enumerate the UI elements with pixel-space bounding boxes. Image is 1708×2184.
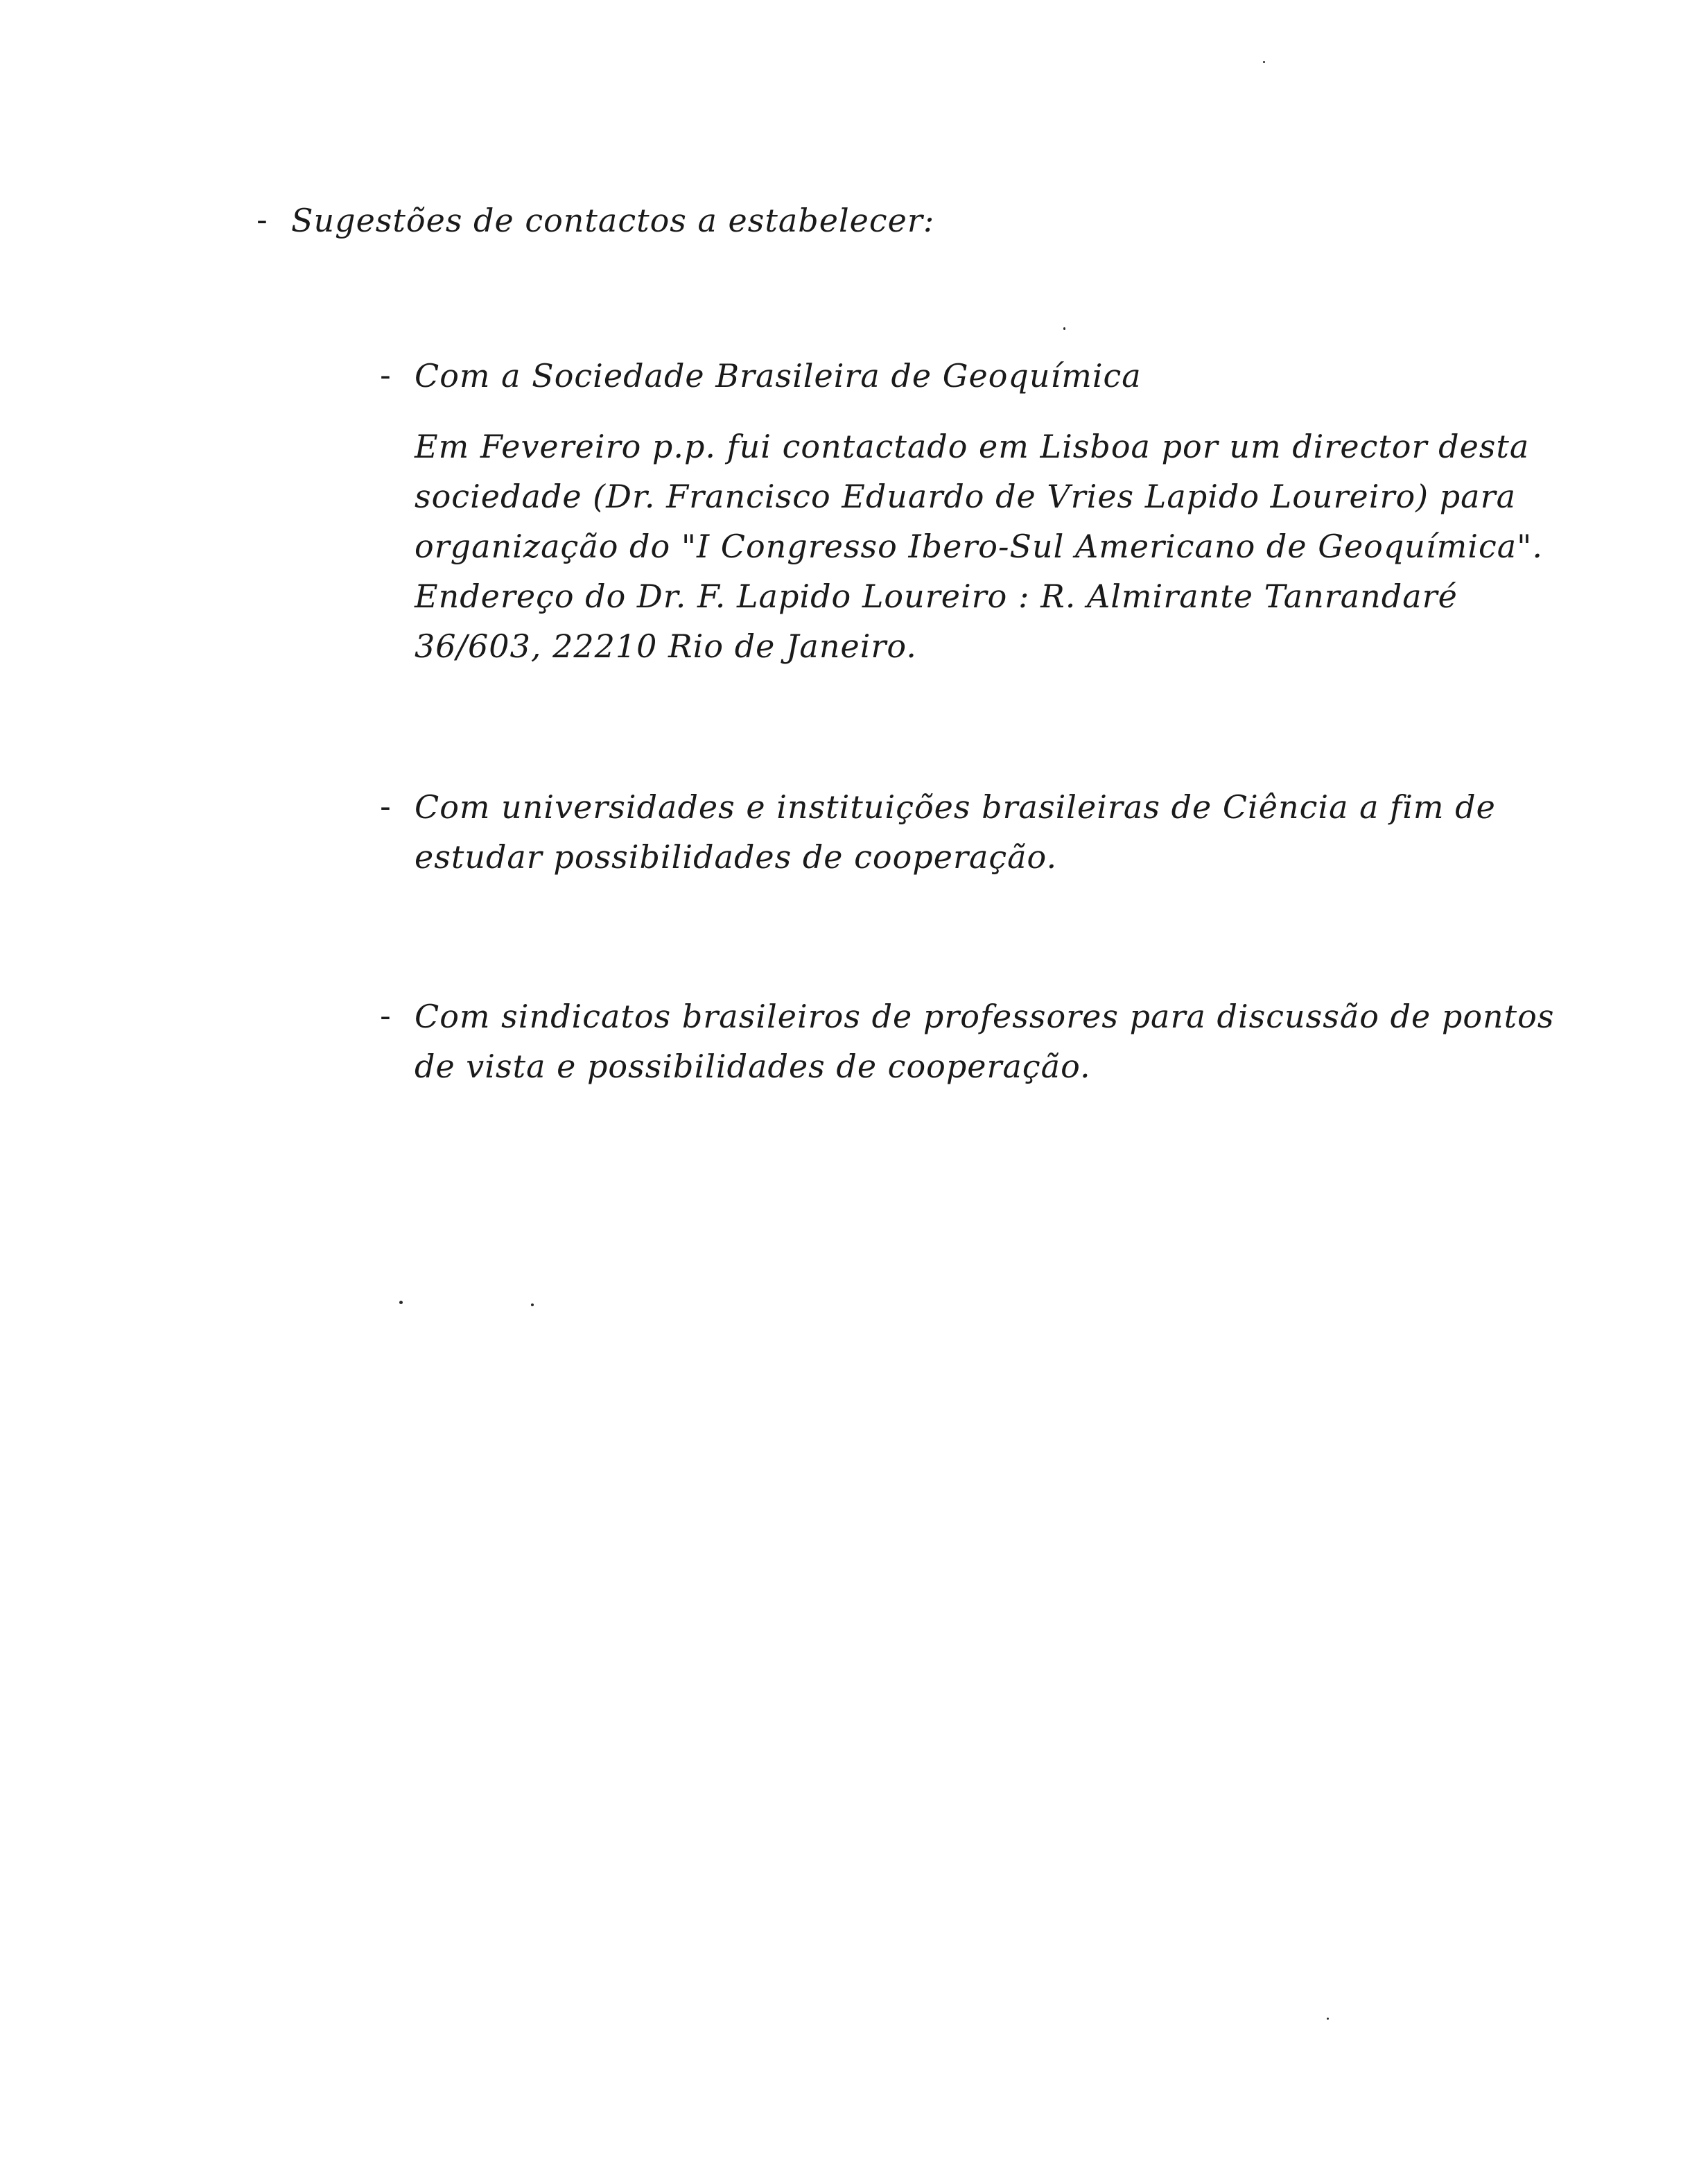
section-1-title: Com a Sociedade Brasileira de Geoquímica: [415, 357, 1142, 395]
section-1-dash: -: [380, 358, 391, 393]
section-2-line-1: Com universidades e instituições brasileiras de Ciência a fim de: [415, 788, 1496, 826]
section-1-body-line-2: sociedade (Dr. Francisco Eduardo de Vries Lapido Loureiro) para: [415, 478, 1516, 515]
scan-speck: [531, 1303, 534, 1306]
section-2-dash: -: [380, 789, 391, 824]
scan-speck: [1327, 2018, 1329, 2020]
section-2-line-2: estudar possibilidades de cooperação.: [415, 838, 1058, 876]
section-1-body-line-3: organização do "I Congresso Ibero-Sul Americano de Geoquímica".: [415, 528, 1543, 565]
section-1-body-line-5: 36/603, 22210 Rio de Janeiro.: [415, 627, 917, 665]
heading: Sugestões de contactos a estabelecer:: [291, 202, 935, 239]
scan-speck: [1263, 61, 1265, 63]
scan-speck: [1063, 327, 1065, 330]
heading-dash: -: [256, 202, 268, 238]
section-3-dash: -: [380, 998, 391, 1034]
section-3-line-1: Com sindicatos brasileiros de professores para discussão de pontos: [415, 998, 1555, 1035]
scan-speck: [399, 1301, 403, 1304]
section-1-body-line-4: Endereço do Dr. F. Lapido Loureiro : R. Almirante Tanrandaré: [415, 578, 1458, 615]
section-3-line-2: de vista e possibilidades de cooperação.: [415, 1048, 1091, 1085]
section-1-body-line-1: Em Fevereiro p.p. fui contactado em Lisboa por um director desta: [415, 428, 1530, 465]
